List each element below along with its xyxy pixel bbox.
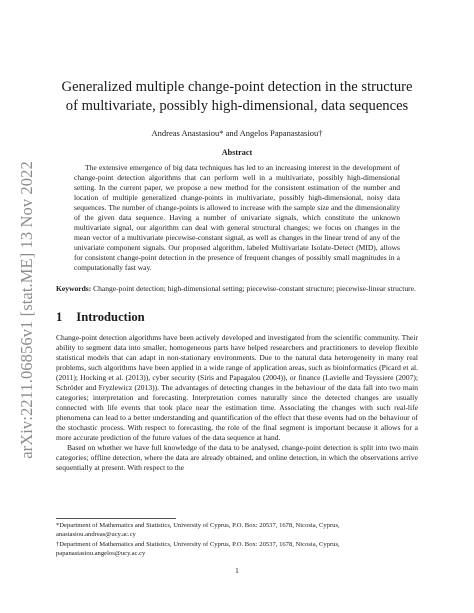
footnote-author-2: †Department of Mathematics and Statistics, University of Cyprus, P.O. Box: 20537, 1678, Nicosia, Cyprus, papanastasiou.angelos@ucy.ac.cy [56,540,340,557]
paper-title: Generalized multiple change-point detection in the structure of multivariate, possibly high-dimensional, data sequences [61,79,413,114]
section-title: Introduction [76,309,145,324]
section-heading [56,310,418,325]
arxiv-identifier-stamp [14,150,40,470]
body-paragraph: Change-point detection algorithms have been actively developed and investigated from the scientific community. Their ability to segment data into smaller, homogeneous parts have helped researchers and practitioners to develop flexible statistical models that can adapt in non-stationary environments. Due to the natural data heterogeneity in many real problems, such algorithms have been applied in a wide range of application areas, such as bioinformatics (Picard et al. (2011); Hocking et al. (2013)), cyber security (Siris and Papagalou (2004)), or finance (Lavielle and Teyssiere (2007); Schröder and Fryzlewicz (2013)). The advantages of detecting changes in the behaviour of the data fall into two main categories; interpretation and forecasting. Interpretation comes naturally since the detected changes are usually connected with life events that took place near the estimation time. Associating the changes with such real-life phenomena can lead to a better understanding and quantification of the effect that these events had on the behaviour of the stochastic process. With respect to forecasting, the role of the final segment is important because it allows for a more accurate prediction of the future values of the data sequence at hand. [56,332,418,443]
footnote-rule [56,518,176,519]
abstract-text: The extensive emergence of big data techniques has led to an increasing interest in the development of change-point detection algorithms that can perform well in a multivariate, possibly high-dimensional setting. In the current paper, we propose a new method for the consistent estimation of the number and location of multiple generalized change-points in multivariate, possibly high-dimensional, noisy data sequences. The number of change-points is allowed to increase with the sample size and the dimensionality of the given data sequence. Having a number of univariate signals, which constitute the unknown multivariate signal, our algorithm can deal with general structural changes; we focus on changes in the mean vector of a multivariate piecewise-constant signal, as well as changes in the linear trend of any of the univariate component signals. Our proposed algorithm, labeled Multivariate Isolate-Detect (MID), allows for consistent change-point detection in the presence of frequent changes of possibly small magnitudes in a computationally fast way. [74,163,400,273]
author-line: Andreas Anastasiou* and Angelos Papanastasiou† [151,128,323,138]
footnote-author-1: *Department of Mathematics and Statistics, University of Cyprus, P.O. Box: 20537, 1678, Nicosia, Cyprus, anastasiou.andreas@ucy.ac.cy [56,522,340,538]
page-number: 1 [235,566,239,575]
keywords-label: Keywords: [56,283,92,293]
keywords-text: Change-point detection; high-dimensional setting; piecewise-constant structure; piecewise-linear structure. [91,283,416,293]
section-number: 1 [56,309,63,324]
paper-page [56,0,418,575]
body-paragraph: Based on whether we have full knowledge of the data to be analysed, change-point detection is split into two main categories; offline detection, where the data are already obtained, and online detection, in which the observations arrive sequentially at present. With respect to the [56,443,418,473]
abstract-heading: Abstract [221,148,253,157]
footnotes [56,518,418,560]
arxiv-identifier-text: arXiv:2211.06856v1 [stat.ME] 13 Nov 2022 [17,161,37,459]
introduction-body [56,333,418,474]
keywords-line [56,284,418,294]
